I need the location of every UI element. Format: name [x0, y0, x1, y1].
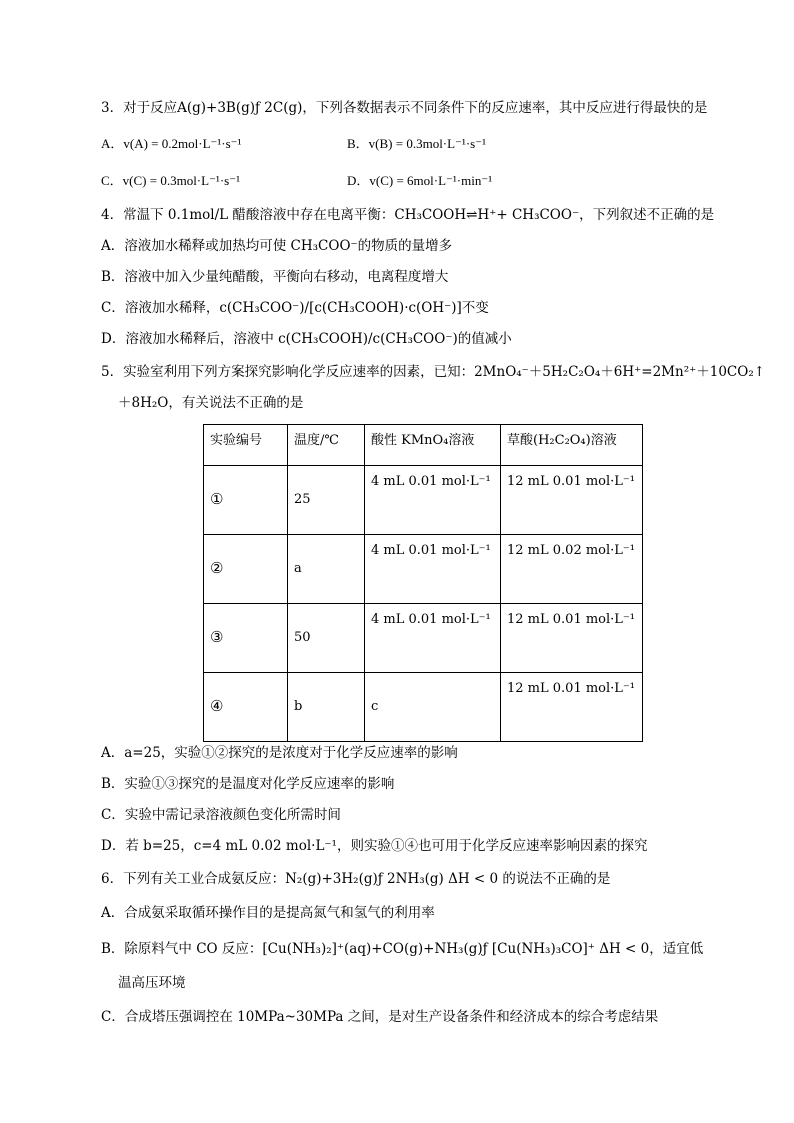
q3-option-d: D．v(C) = 6mol·L⁻¹·min⁻¹ [347, 173, 493, 188]
q5-option-b: B．实验①③探究的是温度对化学反应速率的影响 [101, 776, 395, 792]
experiment-no: ① [210, 490, 224, 508]
header-kmno4: 酸性 KMnO₄溶液 [365, 425, 501, 466]
table-row [204, 604, 643, 673]
q6-stem: 6．下列有关工业合成氨反应：N₂(g)+3H₂(g)ƒ 2NH₃(g) ΔH < 0 的说法不正确的是 [101, 871, 611, 887]
header-oxalic-acid: 草酸(H₂C₂O₄)溶液 [501, 425, 643, 466]
experiment-no: ④ [210, 697, 224, 715]
temperature-cell: b [288, 673, 365, 742]
oxalic-cell: 12 mL 0.01 mol·L⁻¹ [507, 474, 635, 489]
kmno4-cell: 4 mL 0.01 mol·L⁻¹ [371, 543, 491, 558]
q6-option-c: C．合成塔压强调控在 10MPa~30MPa 之间，是对生产设备条件和经济成本的综合考虑结果 [101, 1009, 659, 1025]
temperature-cell: 50 [288, 604, 365, 673]
q6-option-b-line1: B．除原料气中 CO 反应：[Cu(NH₃)₂]⁺(aq)+CO(g)+NH₃(g)ƒ [Cu(NH₃)₃CO]⁺ ΔH < 0，适宜低 [101, 941, 704, 957]
q4-option-a: A．溶液加水稀释或加热均可使 CH₃COO⁻的物质的量增多 [101, 238, 453, 254]
q5-option-c: C．实验中需记录溶液颜色变化所需时间 [101, 807, 341, 823]
q3-option-b: B．v(B) = 0.3mol·L⁻¹·s⁻¹ [347, 136, 486, 151]
oxalic-cell: 12 mL 0.01 mol·L⁻¹ [507, 681, 635, 696]
q4-option-d: D．溶液加水稀释后，溶液中 c(CH₃COOH)/c(CH₃COO⁻)的值减小 [101, 331, 512, 347]
experiment-no: ③ [210, 628, 224, 646]
q5-option-d: D．若 b=25，c=4 mL 0.02 mol·L⁻¹，则实验①④也可用于化学反应速率影响因素的探究 [101, 838, 648, 854]
q6-option-b-line2: 温高压环境 [118, 975, 186, 991]
table-header-row [204, 425, 643, 466]
temperature-cell: 25 [288, 466, 365, 535]
header-temperature: 温度/℃ [288, 425, 365, 466]
table-row [204, 466, 643, 535]
oxalic-cell: 12 mL 0.02 mol·L⁻¹ [507, 543, 635, 558]
header-experiment-no: 实验编号 [204, 425, 288, 466]
q5-option-a: A．a=25，实验①②探究的是浓度对于化学反应速率的影响 [101, 745, 458, 761]
table-row [204, 673, 643, 742]
experiment-no: ② [210, 559, 224, 577]
q4-option-b: B．溶液中加入少量纯醋酸，平衡向右移动，电离程度增大 [101, 269, 449, 285]
q5-stem-line2: ＋8H₂O，有关说法不正确的是 [118, 395, 304, 411]
table-row [204, 535, 643, 604]
q3-option-c: C．v(C) = 0.3mol·L⁻¹·s⁻¹ [101, 173, 240, 188]
kmno4-cell: 4 mL 0.01 mol·L⁻¹ [371, 612, 491, 627]
q3-stem: 3．对于反应A(g)+3B(g)ƒ 2C(g)，下列各数据表示不同条件下的反应速率，其中反应进行得最快的是 [101, 100, 708, 116]
q4-stem: 4．常温下 0.1mol/L 醋酸溶液中存在电离平衡：CH₃COOH⇌H⁺+ CH₃COO⁻，下列叙述不正确的是 [101, 207, 715, 223]
q4-option-c: C．溶液加水稀释，c(CH₃COO⁻)/[c(CH₃COOH)·c(OH⁻)]不变 [101, 300, 489, 316]
kmno4-cell: c [371, 699, 379, 714]
q6-option-a: A．合成氨采取循环操作目的是提高氮气和氢气的利用率 [101, 905, 435, 921]
q3-option-a: A．v(A) = 0.2mol·L⁻¹·s⁻¹ [101, 136, 242, 151]
experiment-table [203, 424, 643, 742]
temperature-cell: a [288, 535, 365, 604]
q5-stem-line1: 5．实验室利用下列方案探究影响化学反应速率的因素，已知：2MnO₄⁻＋5H₂C₂O₄＋6H⁺=2Mn²⁺＋10CO₂↑ [101, 364, 766, 380]
oxalic-cell: 12 mL 0.01 mol·L⁻¹ [507, 612, 635, 627]
kmno4-cell: 4 mL 0.01 mol·L⁻¹ [371, 474, 491, 489]
